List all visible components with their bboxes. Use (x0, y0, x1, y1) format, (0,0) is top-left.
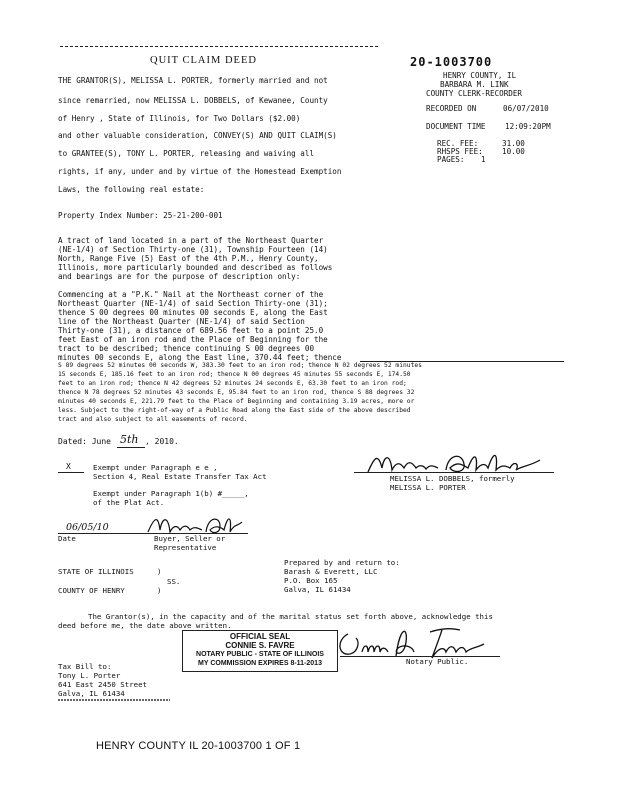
commencing-line-11: feet to an iron rod; thence N 42 degrees 52 minutes 24 seconds E, 63.30 feet to an iron rod; (58, 380, 407, 387)
representative-label: Representative (154, 543, 217, 552)
tract-line-4: Illinois, more particularly bounded and described as follows (58, 263, 333, 272)
recording-clerk-name: BARBARA M. LINK (440, 80, 509, 89)
recording-county: HENRY COUNTY, IL (443, 71, 517, 80)
seal-line-4: MY COMMISSION EXPIRES 8-11-2013 (198, 660, 322, 667)
document-time-label: DOCUMENT TIME (426, 122, 486, 131)
grantor-line-3: of Henry , State of Illinois, for Two Dollars ($2.00) (58, 114, 301, 123)
seal-line-2: CONNIE S. FAVRE (225, 641, 295, 650)
grantor-name-line-1: MELISSA L. DOBBELS, formerly (390, 474, 515, 483)
commencing-line-9: S 89 degrees 52 minutes 00 seconds W, 383.30 feet to an iron rod; thence N 02 degrees 52 minutes (58, 362, 422, 369)
commencing-line-1: Commencing at a "P.K." Nail at the Northeast corner of the (58, 290, 324, 299)
pages-value: 1 (481, 155, 486, 164)
state-bracket: ) (157, 567, 162, 576)
tax-bill-city: Galva, IL 61434 (58, 689, 125, 698)
dated-day: 5th (120, 433, 139, 446)
tract-line-5: and bearings are for the purpose of description only: (58, 272, 301, 281)
exempt-line-4: of the Plat Act. (93, 498, 165, 507)
page-footer: HENRY COUNTY IL 20-1003700 1 OF 1 (96, 740, 301, 752)
tax-bill-name: Tony L. Porter (58, 671, 121, 680)
signature-date: 06/05/10 (66, 522, 109, 533)
recorded-on-value: 06/07/2010 (503, 104, 549, 113)
document-title: QUIT CLAIM DEED (150, 55, 257, 66)
tract-line-3: North, Range Five (5) East of the 4th P.M., Henry County, (58, 254, 319, 263)
tract-line-1: A tract of land located in a part of the Northeast Quarter (58, 236, 324, 245)
grantor-name-line-2: MELISSA L. PORTER (390, 483, 466, 492)
commencing-line-7: tract to be described; thence continuing S 00 degrees 00 (58, 344, 315, 353)
seal-line-3: NOTARY PUBLIC - STATE OF ILLINOIS (196, 651, 324, 658)
property-index-number: Property Index Number: 25-21-200-001 (58, 211, 223, 220)
buyer-seller-label: Buyer, Seller or (154, 534, 226, 543)
grantor-line-7: Laws, the following real estate: (58, 185, 205, 194)
small-print-line (58, 699, 170, 701)
pages-label: PAGES: (437, 155, 465, 164)
acknowledgment-line-1: The Grantor(s), in the capacity and of the marital status set forth above, acknowledge this (88, 612, 493, 621)
notary-label: Notary Public. (406, 657, 469, 666)
grantor-line-1: THE GRANTOR(S), MELISSA L. PORTER, formerly married and not (58, 76, 328, 85)
rhsps-fee-label: RHSPS FEE: (437, 147, 483, 156)
seal-line-1: OFFICIAL SEAL (229, 632, 291, 641)
tract-line-2: (NE-1/4) of Section Thirty-one (31), Township Fourteen (14) (58, 245, 328, 254)
county-bracket: ) (157, 586, 162, 595)
rec-fee-label: REC. FEE: (437, 139, 479, 148)
rec-fee-value: 31.00 (502, 139, 525, 148)
dated-prefix: Dated: June (58, 437, 111, 446)
commencing-line-12: thence N 78 degrees 52 minutes 43 seconds E, 95.84 feet to an iron rod, thence S 88 degrees 32 (58, 389, 415, 396)
ss-label: SS. (167, 577, 181, 586)
exempt-line-3: Exempt under Paragraph 1(b) #_____, (93, 489, 249, 498)
commencing-line-13: minutes 40 seconds E, 221.79 feet to the Place of Beginning and containing 3.19 acres, more or (58, 398, 415, 405)
commencing-line-4: line of the Northeast Quarter (NE-1/4) of said Section (58, 317, 305, 326)
commencing-line-14: less. Subject to the right-of-way of a Public Road along the East side of the above described (58, 407, 411, 414)
exempt-line-2: Section 4, Real Estate Transfer Tax Act (93, 472, 267, 481)
tax-bill-label: Tax Bill to: (58, 662, 112, 671)
document-time-value: 12:09:20PM (505, 122, 551, 131)
official-seal (182, 630, 338, 672)
commencing-line-6: feet East of an iron rod and the Place of Beginning for the (58, 335, 328, 344)
dated-suffix: , 2010. (145, 437, 179, 446)
grantor-line-4: and other valuable consideration, CONVEY(S) AND QUIT CLAIM(S) (58, 131, 337, 140)
commencing-line-15: tract and also subject to all easements of record. (58, 416, 248, 423)
header-dashed-rule (60, 46, 378, 47)
commencing-line-8: minutes 00 seconds E, along the East line, 370.44 feet; thence (58, 353, 342, 362)
dated-day-rule (117, 447, 145, 448)
commencing-line-2: Northeast Quarter (NE-1/4) of said Section Thirty-one (31); (58, 299, 328, 308)
commencing-line-5: Thirty-one (31), a distance of 689.56 feet to a point 25.0 (58, 326, 324, 335)
county-label: COUNTY OF HENRY (58, 586, 125, 595)
exempt-mark-rule (58, 472, 84, 473)
acknowledgment-line-2: deed before me, the date above written. (58, 621, 232, 630)
grantor-line-2: since remarried, now MELISSA L. DOBBELS, of Kewanee, County (58, 96, 328, 105)
state-label: STATE OF ILLINOIS (58, 567, 134, 576)
grantor-line-6: rights, if any, under and by virtue of the Homestead Exemption (58, 167, 342, 176)
grantor-signature-rule (354, 472, 554, 473)
prepared-by-label: Prepared by and return to: (284, 558, 400, 567)
grantor-line-5: to GRANTEE(S), TONY L. PORTER, releasing and waiving all (58, 149, 315, 158)
exempt-line-1: Exempt under Paragraph e e , (93, 463, 218, 472)
commencing-line-10: 15 seconds E, 185.16 feet to an iron rod; thence N 00 degrees 45 minutes 55 seconds E, 174.50 (58, 371, 411, 378)
commencing-line-3: thence S 00 degrees 00 minutes 00 seconds E, along the East (58, 308, 328, 317)
rhsps-fee-value: 10.00 (502, 147, 525, 156)
exempt-mark: X (66, 462, 71, 471)
document-number: 20-1003700 (410, 55, 493, 69)
prepared-by-city: Galva, IL 61434 (284, 585, 351, 594)
tax-bill-street: 641 East 2450 Street (58, 680, 147, 689)
date-label: Date (58, 534, 76, 543)
prepared-by-name: Barash & Everett, LLC (284, 567, 378, 576)
recording-clerk-title: COUNTY CLERK-RECORDER (426, 89, 523, 98)
prepared-by-box: P.O. Box 165 (284, 576, 338, 585)
recorded-on-label: RECORDED ON (426, 104, 477, 113)
